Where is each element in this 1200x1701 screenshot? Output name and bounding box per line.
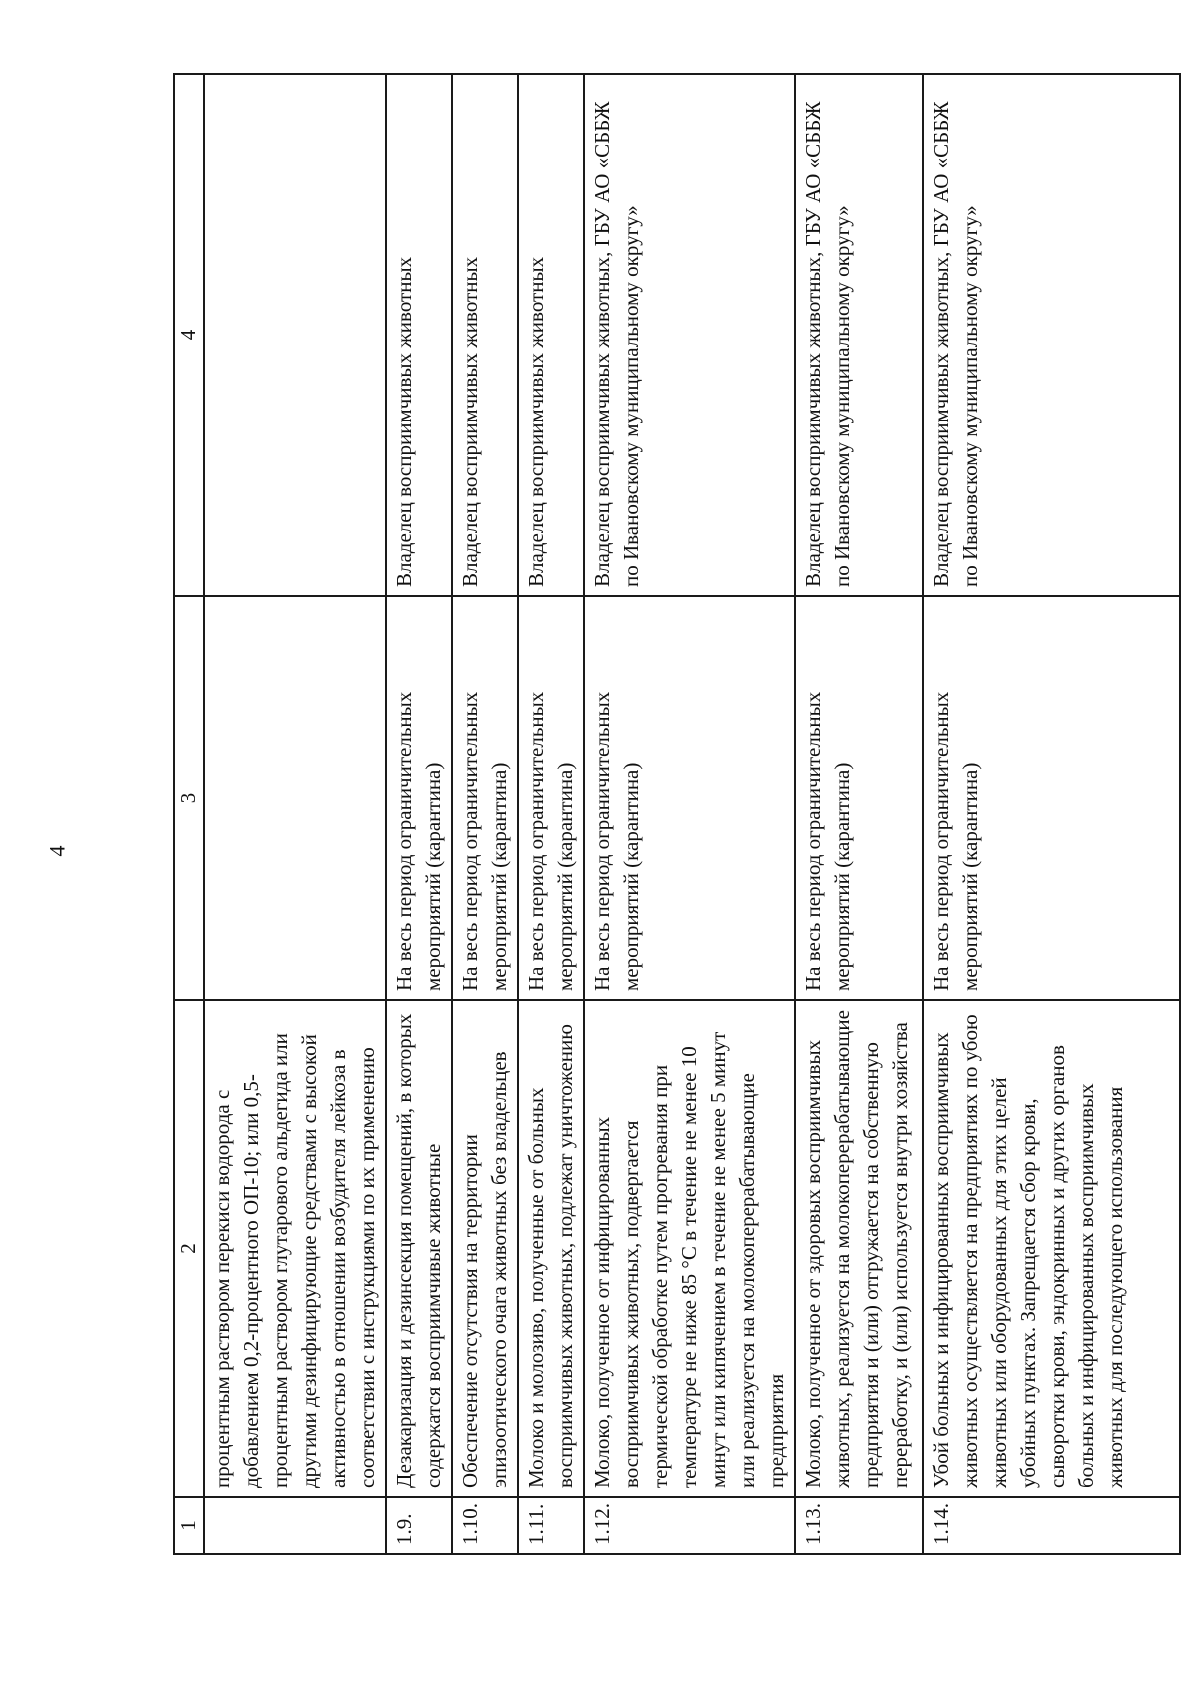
measure-cell: Молоко и молозиво, полученные от больных восприимчивых животных, подлежат уничтожению (518, 1000, 584, 1497)
column-header: 2 (174, 1000, 204, 1497)
row-number: 1.11. (518, 1497, 584, 1554)
measure-cell: Обеспечение отсутствия на территории эпизоотического очага животных без владельцев (452, 1000, 518, 1497)
table-row (795, 74, 923, 1554)
measure-cell: процентным раствором перекиси водорода с добавлением 0,2-процентного ОП-10; или 0,5-процентным раствором глутарового альдегида или другими дезинфицирующие средствами с высокой активностью в отношении возбудителя лейкоза в соответствии с инструкциями по их применению (204, 1000, 386, 1497)
measure-cell: Убой больных и инфицированных восприимчивых животных осуществляется на предприятиях по убою животных или оборудованных для этих целей убойных пунктах. Запрещается сбор крови, сыворотки крови, эндокринных и других органов больных и инфицированных восприимчивых животных для последующего использования (923, 1000, 1180, 1497)
responsible-cell: Владелец восприимчивых животных (518, 74, 584, 596)
row-number: 1.10. (452, 1497, 518, 1554)
responsible-cell: Владелец восприимчивых животных, ГБУ АО «СББЖ по Ивановскому муниципальному округу» (584, 74, 795, 596)
responsible-cell (204, 74, 386, 596)
measures-table (173, 73, 1181, 1555)
measure-cell: Дезакаризация и дезинсекция помещений, в которых содержатся восприимчивые животные (386, 1000, 452, 1497)
responsible-cell: Владелец восприимчивых животных (452, 74, 518, 596)
column-header: 4 (174, 74, 204, 596)
responsible-cell: Владелец восприимчивых животных, ГБУ АО «СББЖ по Ивановскому муниципальному округу» (795, 74, 923, 596)
table-row (204, 74, 386, 1554)
period-cell: На весь период ограничительных мероприятий (карантина) (386, 596, 452, 1000)
column-header: 1 (174, 1497, 204, 1554)
row-number: 1.9. (386, 1497, 452, 1554)
row-number: 1.14. (923, 1497, 1180, 1554)
responsible-cell: Владелец восприимчивых животных, ГБУ АО «СББЖ по Ивановскому муниципальному округу» (923, 74, 1180, 596)
table-row (518, 74, 584, 1554)
table-row (452, 74, 518, 1554)
rotated-table-container (173, 75, 1181, 1555)
table-header-row (174, 74, 204, 1554)
period-cell: На весь период ограничительных мероприятий (карантина) (584, 596, 795, 1000)
table-row (584, 74, 795, 1554)
responsible-cell: Владелец восприимчивых животных (386, 74, 452, 596)
period-cell: На весь период ограничительных мероприятий (карантина) (923, 596, 1180, 1000)
period-cell (204, 596, 386, 1000)
row-number (204, 1497, 386, 1554)
row-number: 1.12. (584, 1497, 795, 1554)
period-cell: На весь период ограничительных мероприятий (карантина) (795, 596, 923, 1000)
row-number: 1.13. (795, 1497, 923, 1554)
period-cell: На весь период ограничительных мероприятий (карантина) (452, 596, 518, 1000)
table-row (923, 74, 1180, 1554)
column-header: 3 (174, 596, 204, 1000)
period-cell: На весь период ограничительных мероприятий (карантина) (518, 596, 584, 1000)
page-number: 4 (44, 845, 70, 857)
measure-cell: Молоко, полученное от инфицированных восприимчивых животных, подвергается термической обработке путем прогревания при температуре не ниже 85 °С в течение не менее 10 минут или кипячением в течение не менее 5 минут или реализуется на молокоперерабатывающие предприятия (584, 1000, 795, 1497)
measure-cell: Молоко, полученное от здоровых восприимчивых животных, реализуется на молокоперерабатывающие предприятия и (или) отгружается на собственную переработку, и (или) используется внутри хозяйства (795, 1000, 923, 1497)
table-row (386, 74, 452, 1554)
